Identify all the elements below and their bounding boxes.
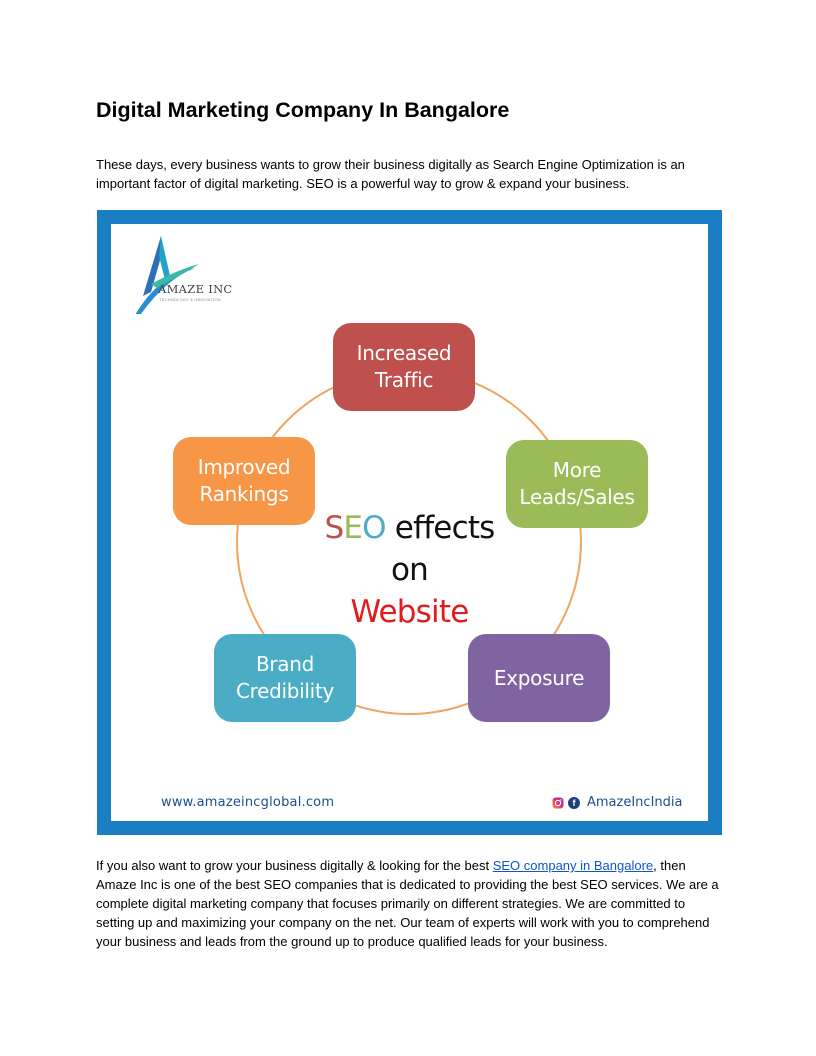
website-url: www.amazeincglobal.com — [161, 795, 335, 810]
body-text-after-link: , then Amaze Inc is one of the best SEO companies that is dedicated to providing the best SEO services. We are a complete digital marketing company that focuses primarily on different strategies. We are committed to setting up and maximizing your company on the net. Our team of experts will work with you to comprehend your business and leads from the ground up to produce qualified leads for your business. — [96, 858, 719, 949]
node-brand-credibility: Brand Credibility — [214, 634, 356, 722]
seo-company-link[interactable]: SEO company in Bangalore — [492, 858, 654, 873]
letter-o: O — [362, 510, 386, 546]
center-line-3: Website — [350, 594, 469, 630]
intro-paragraph: These days, every business wants to grow their business digitally as Search Engine Optimization is an important factor of digital marketing. SEO is a powerful way to grow & expand your business. — [96, 157, 685, 191]
center-effects: effects — [385, 510, 495, 546]
seo-infographic — [97, 210, 722, 835]
instagram-icon — [552, 797, 564, 809]
page-title: Digital Marketing Company In Bangalore — [96, 98, 510, 122]
social-links — [552, 795, 682, 810]
center-heading — [287, 507, 532, 633]
node-improved-rankings: Improved Rankings — [173, 437, 315, 525]
logo-tagline: TECHNOLOGY & INNOVATION — [159, 297, 221, 302]
letter-s: S — [324, 510, 344, 546]
social-handle: AmazeIncIndia — [587, 795, 683, 810]
logo-name: AMAZE INC — [158, 282, 233, 296]
facebook-icon: f — [568, 797, 580, 809]
center-line-2: on — [390, 552, 428, 588]
body-text-before-link: If you also want to grow your business digitally & looking for the best — [96, 858, 493, 873]
node-exposure: Exposure — [468, 634, 610, 722]
center-line-1 — [287, 507, 532, 549]
body-paragraph — [96, 856, 726, 951]
node-more-leads-sales: More Leads/Sales — [506, 440, 648, 528]
node-increased-traffic: Increased Traffic — [333, 323, 475, 411]
letter-e: E — [343, 510, 363, 546]
